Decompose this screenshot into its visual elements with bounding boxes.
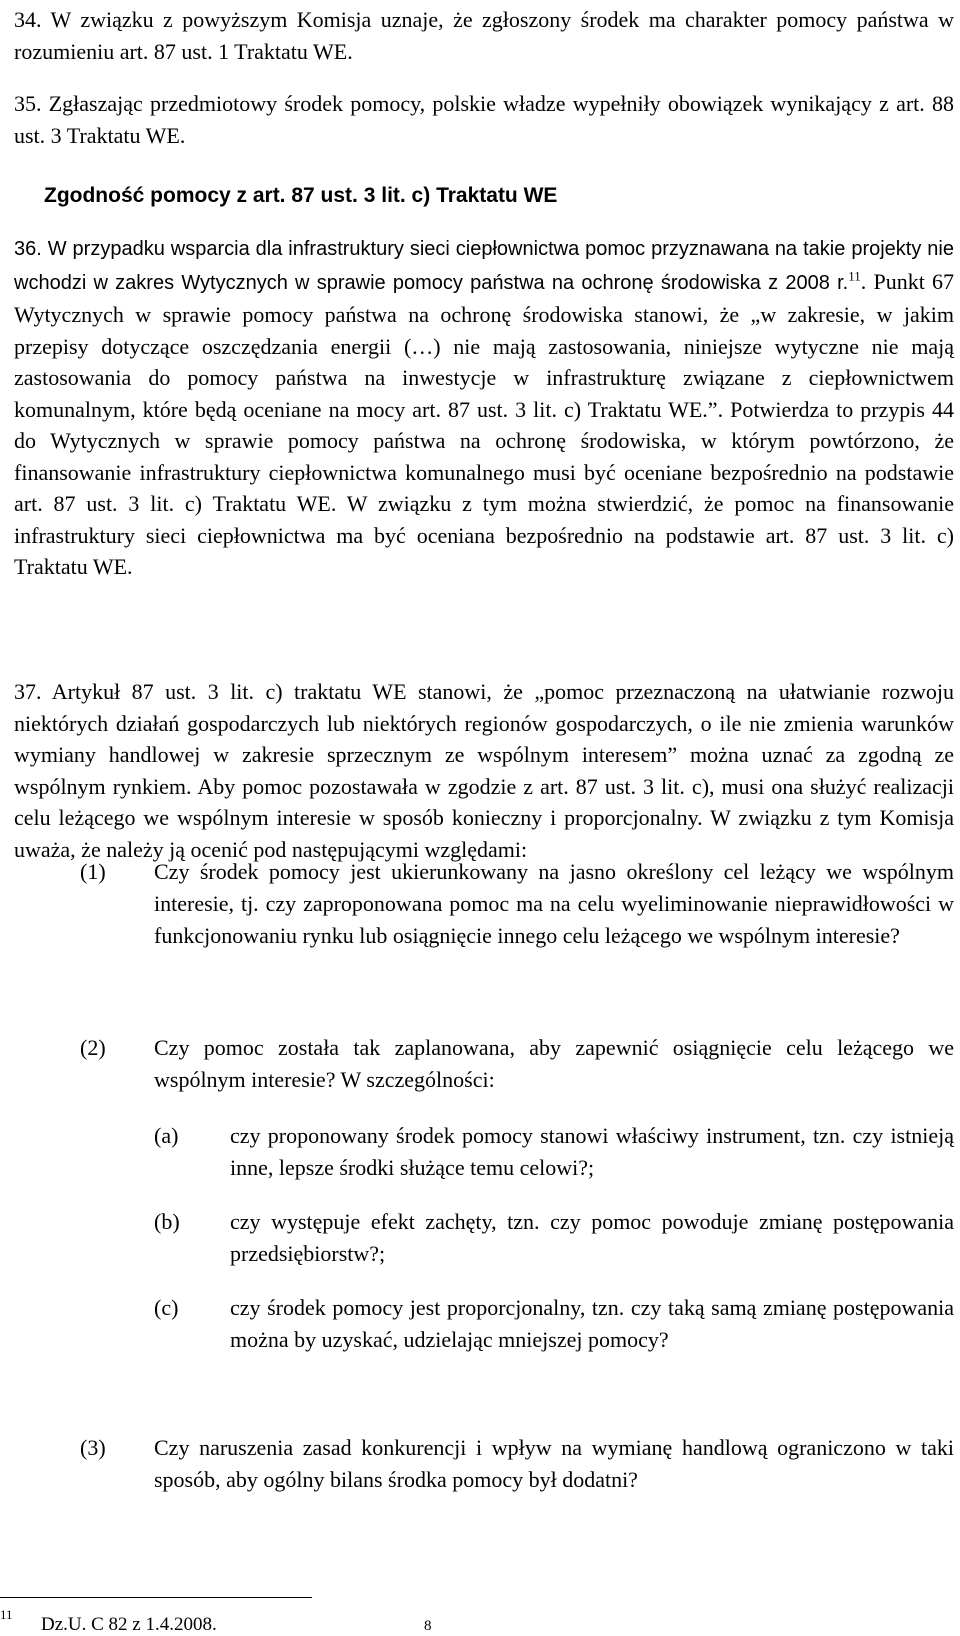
list-item-label: (2) bbox=[80, 1035, 106, 1060]
footnote-reference: 11 bbox=[848, 268, 861, 284]
list-item-text: Czy środek pomocy jest ukierunkowany na jasno określony cel leżący we wspólnym interesie, tj. czy zaproponowana pomoc ma na celu wyeliminowanie nieprawidłowości w funkcjonowaniu rynku lub osiągnięcie innego celu leżącego we wspólnym interesie? bbox=[154, 859, 954, 948]
paragraph-number: 36. bbox=[14, 238, 42, 260]
paragraph-37 bbox=[14, 676, 954, 865]
list-item-label: (3) bbox=[80, 1435, 106, 1460]
paragraph-text: Zgłaszając przedmiotowy środek pomocy, polskie władze wypełniły obowiązek wynikający z art. 88 ust. 3 Traktatu WE. bbox=[14, 91, 954, 148]
paragraph-text-part3: Potwierdza to przypis 44 do Wytycznych w sprawie pomocy państwa na ochronę środowiska, w którym powtórzono, że finansowanie infrastruktury ciepłownictwa komunalnego musi być oceniane bezpośrednio na podstawie art. 87 ust. 3 lit. c) Traktatu WE. W związku z tym można stwierdzić, że pomoc na finansowanie infrastruktury sieci ciepłownictwa ma być oceniana bezpośrednio na podstawie art. 87 ust. 3 lit. c) Traktatu WE. bbox=[14, 396, 954, 579]
sub-item-label: (c) bbox=[154, 1295, 179, 1320]
paragraph-number: 37. bbox=[14, 679, 42, 704]
paragraph-number: 35. bbox=[14, 91, 42, 116]
sub-item-label: (b) bbox=[154, 1209, 180, 1234]
footnote-number: 11 bbox=[0, 1607, 13, 1622]
paragraph-text: W związku z powyższym Komisja uznaje, że zgłoszony środek ma charakter pomocy państwa w rozumieniu art. 87 ust. 1 Traktatu WE. bbox=[14, 7, 954, 64]
paragraph-number: 34. bbox=[14, 7, 42, 32]
sub-item-text: czy środek pomocy jest proporcjonalny, tzn. czy taką samą zmianę postępowania można by uzyskać, udzielając mniejszej pomocy? bbox=[230, 1295, 954, 1352]
sub-item-text: czy proponowany środek pomocy stanowi właściwy instrument, tzn. czy istnieją inne, lepsze środki służące temu celowi?; bbox=[230, 1123, 954, 1180]
paragraph-text-part1: W przypadku wsparcia dla infrastruktury sieci ciepłownictwa pomoc przyznawana na takie projekty nie wchodzi w zakres Wytycznych w sprawie pomocy państwa na ochronę środowiska z 2008 r. bbox=[14, 238, 954, 294]
paragraph-36 bbox=[14, 232, 954, 583]
list-item-text: Czy naruszenia zasad konkurencji i wpływ na wymianę handlową ograniczono w taki sposób, aby ogólny bilans środka pomocy był dodatni? bbox=[154, 1435, 954, 1492]
list-item-label: (1) bbox=[80, 859, 106, 884]
paragraph-35 bbox=[14, 88, 954, 151]
footnote-separator bbox=[0, 1597, 312, 1598]
paragraph-34 bbox=[14, 4, 954, 67]
page-number: 8 bbox=[424, 1618, 432, 1634]
sub-item-label: (a) bbox=[154, 1123, 179, 1148]
footnote-text: Dz.U. C 82 z 1.4.2008. bbox=[41, 1614, 217, 1635]
section-heading: Zgodność pomocy z art. 87 ust. 3 lit. c) Traktatu WE bbox=[44, 184, 558, 207]
paragraph-text-part2: . Punkt 67 Wytycznych w sprawie pomocy państwa na ochronę środowiska stanowi, że „w zakresie, w jakim przepisy dotyczące oszczędzania energii (…) nie mają zastosowania, niniejsze wytyczne nie mają zastosowania do pomocy państwa na inwestycje w infrastrukturę związane z ciepłownictwem komunalnym, które będą oceniane na mocy art. 87 ust. 3 lit. c) Traktatu WE.”. bbox=[14, 268, 954, 422]
list-item-text: Czy pomoc została tak zaplanowana, aby zapewnić osiągnięcie celu leżącego we wspólnym interesie? W szczególności: bbox=[154, 1035, 954, 1092]
paragraph-text: Artykuł 87 ust. 3 lit. c) traktatu WE stanowi, że „pomoc przeznaczoną na ułatwianie rozwoju niektórych działań gospodarczych lub niektórych regionów gospodarczych, o ile nie zmienia warunków wymiany handlowej w zakresie sprzecznym ze wspólnym interesem” można uznać za zgodną ze wspólnym rynkiem. Aby pomoc pozostawała w zgodzie z art. 87 ust. 3 lit. c), musi ona służyć realizacji celu leżącego we wspólnym interesie w sposób konieczny i proporcjonalny. W związku z tym Komisja uważa, że należy ją ocenić pod następującymi względami: bbox=[14, 679, 954, 862]
sub-item-text: czy występuje efekt zachęty, tzn. czy pomoc powoduje zmianę postępowania przedsiębiorstw?; bbox=[230, 1209, 954, 1266]
